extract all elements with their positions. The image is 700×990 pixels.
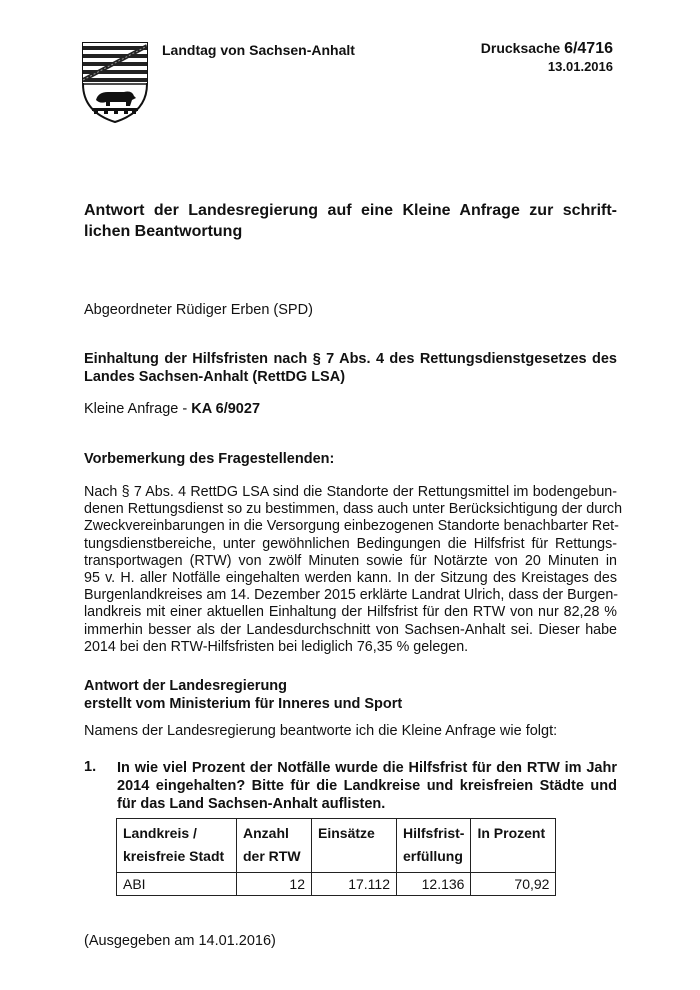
text-line: Nach § 7 Abs. 4 RettDG LSA sind die Standorte der Rettungsmittel im bodengebun- [84,484,617,500]
document-label: Drucksache [480,40,565,56]
text-line: denen Rettungsdienst so zu bestimmen, dass auch unter Berücksichtigung der durch [84,501,623,518]
text-line: 95 v. H. aller Notfälle eingehalten werden kann. In der Sitzung des Kreistages des [84,570,617,587]
question-text: In wie viel Prozent der Notfälle wurde die Hilfsfrist für den RTW im Jahr 2014 eingehalten? Bitte für die Landkreise und kreisfreien Städte und für das Land Sachsen-Anhalt auflisten. [117,760,617,812]
answer-intro: Namens der Landesregierung beantworte ich die Kleine Anfrage wie folgt: [84,723,558,739]
table-cell: 70,92 [471,873,556,896]
parliament-name: Landtag von Sachsen-Anhalt [162,42,355,58]
header-cell: Anzahl der RTW [237,819,312,873]
header-cell: Landkreis / kreisfreie Stadt [117,819,237,873]
inquiry-reference [84,401,617,417]
preliminary-heading: Vorbemerkung des Fragestellenden: [84,451,335,467]
table-header-row [117,819,556,873]
header-cell: Hilfsfrist- erfüllung [397,819,471,873]
table-cell: 17.112 [312,873,397,896]
coat-of-arms-logo [80,40,150,124]
question-number: 1. [84,759,97,775]
data-table [116,818,556,896]
text-line: landkreis mit einer aktuellen Einhaltung der Hilfsfrist für den RTW von nur 82,28 % [84,604,617,621]
text-line: immerhin besser als der Landesdurchschnitt von Sachsen-Anhalt sei. Dieser habe [84,621,617,638]
answer-heading-line1: Antwort der Landesregierung [84,678,288,694]
inquiry-label: Kleine Anfrage - [84,401,192,417]
text-line: tungsdienstbereiche, unter gewöhnlichen Bedingungen die Hilfsfrist für Rettungs- [84,535,617,552]
issued-date: (Ausgegeben am 14.01.2016) [84,933,276,949]
text-line: Burgenlandkreises am 14. Dezember 2015 erklärte Landrat Ulrich, dass der Burgen- [84,587,619,604]
text-line: Zweckvereinbarungen in die Versorgung einbezogenen Standorte benachbarter Ret- [84,518,619,535]
header-cell: Einsätze [312,819,397,873]
answer-heading [84,677,617,713]
text-line: transportwagen (RTW) von zwölf Minuten sowie für Notärzte von 20 Minuten in [84,552,617,569]
table-cell: ABI [117,873,237,896]
document-title: Antwort der Landesregierung auf eine Kleine Anfrage zur schrift-lichen Beantwortung [84,202,617,240]
asker: Abgeordneter Rüdiger Erben (SPD) [84,302,313,318]
table-cell: 12 [237,873,312,896]
inquiry-number: KA 6/9027 [191,401,261,417]
header-cell: In Prozent [471,819,556,873]
answer-heading-line2: erstellt vom Ministerium für Inneres und Sport [84,696,403,712]
document-number: 6/4716 [564,40,613,57]
text-line: 2014 bei den RTW-Hilfsfristen bei lediglich 76,35 % gelegen. [84,638,469,655]
document-date: 13.01.2016 [547,59,613,74]
table-row [117,873,556,896]
document-number-block [481,40,613,74]
table-cell: 12.136 [397,873,471,896]
preliminary-text [84,484,623,656]
inquiry-subject: Einhaltung der Hilfsfristen nach § 7 Abs. 4 des Rettungsdienstgesetzes des Landes Sachsen-Anhalt (RettDG LSA) [84,351,617,385]
